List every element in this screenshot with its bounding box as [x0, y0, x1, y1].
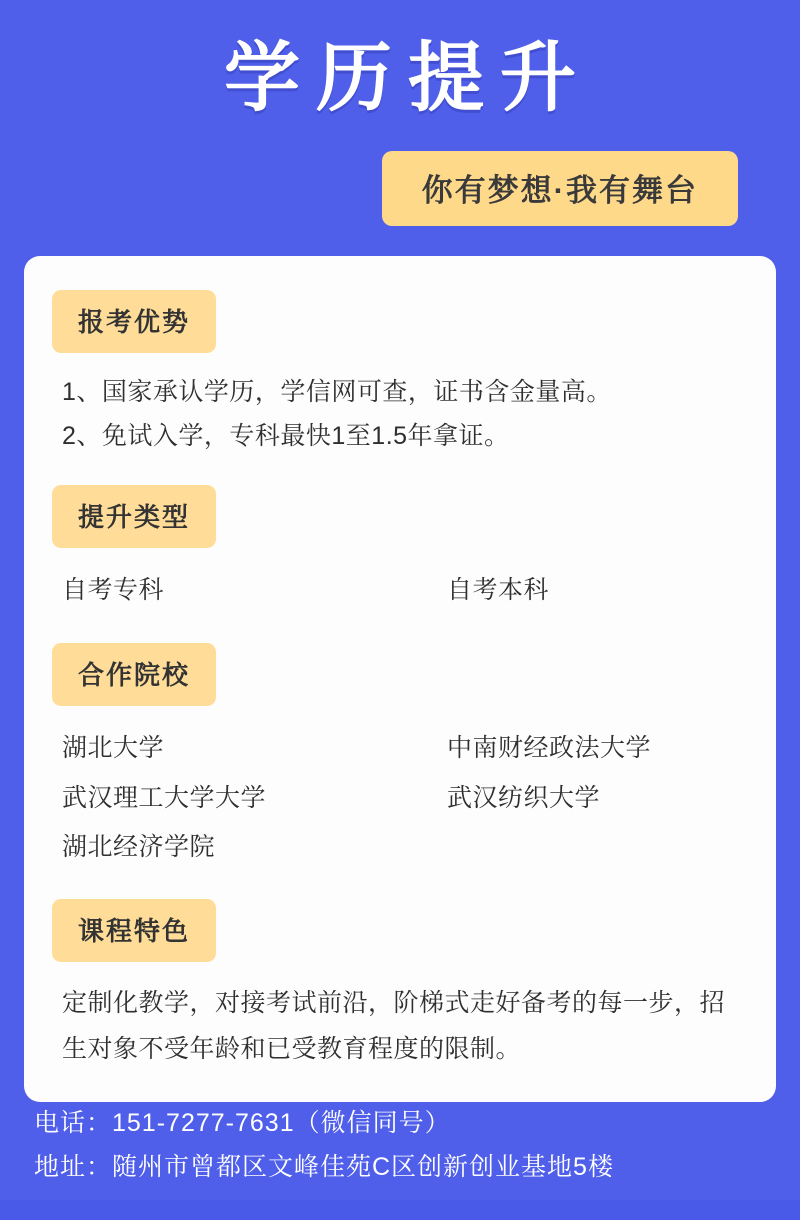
section-tag-features: 课程特色 [52, 899, 216, 962]
section-features [52, 899, 748, 1073]
section-advantages [52, 290, 748, 459]
schools-column-right [405, 724, 748, 873]
list-item: 自考专科 [62, 575, 165, 604]
section-types [52, 485, 748, 616]
section-tag-types: 提升类型 [52, 485, 216, 548]
schools-columns [52, 724, 748, 873]
list-item: 湖北大学 [62, 734, 165, 763]
section-schools [52, 643, 748, 873]
contact-address: 地址：随州市曾都区文峰佳苑C区创新创业基地5楼 [34, 1153, 614, 1182]
list-item: 中南财经政法大学 [447, 734, 652, 763]
advantage-line-2: 2、免试入学，专科最快1至1.5年拿证。 [62, 422, 510, 451]
subtitle-badge: 你有梦想·我有舞台 [382, 151, 738, 226]
list-item: 武汉纺织大学 [447, 783, 601, 812]
page-title: 学历提升 [224, 33, 592, 122]
types-column-left [62, 566, 405, 616]
section-tag-advantages: 报考优势 [52, 290, 216, 353]
section-tag-schools: 合作院校 [52, 643, 216, 706]
list-item: 自考本科 [447, 575, 550, 604]
subtitle-container [0, 151, 800, 226]
poster-header [0, 0, 800, 226]
poster-footer [0, 1102, 800, 1220]
content-card [24, 256, 776, 1102]
contact-phone: 电话：151-7277-7631（微信同号） [34, 1109, 451, 1138]
list-item: 湖北经济学院 [62, 833, 216, 862]
list-item: 武汉理工大学大学 [62, 783, 267, 812]
advantage-line-1: 1、国家承认学历，学信网可查，证书含金量高。 [62, 378, 612, 407]
schools-column-left [62, 724, 405, 873]
features-paragraph: 定制化教学，对接考试前沿，阶梯式走好备考的每一步，招生对象不受年龄和已受教育程度的限制。 [62, 988, 726, 1064]
types-columns [52, 566, 748, 616]
types-column-right [405, 566, 748, 616]
